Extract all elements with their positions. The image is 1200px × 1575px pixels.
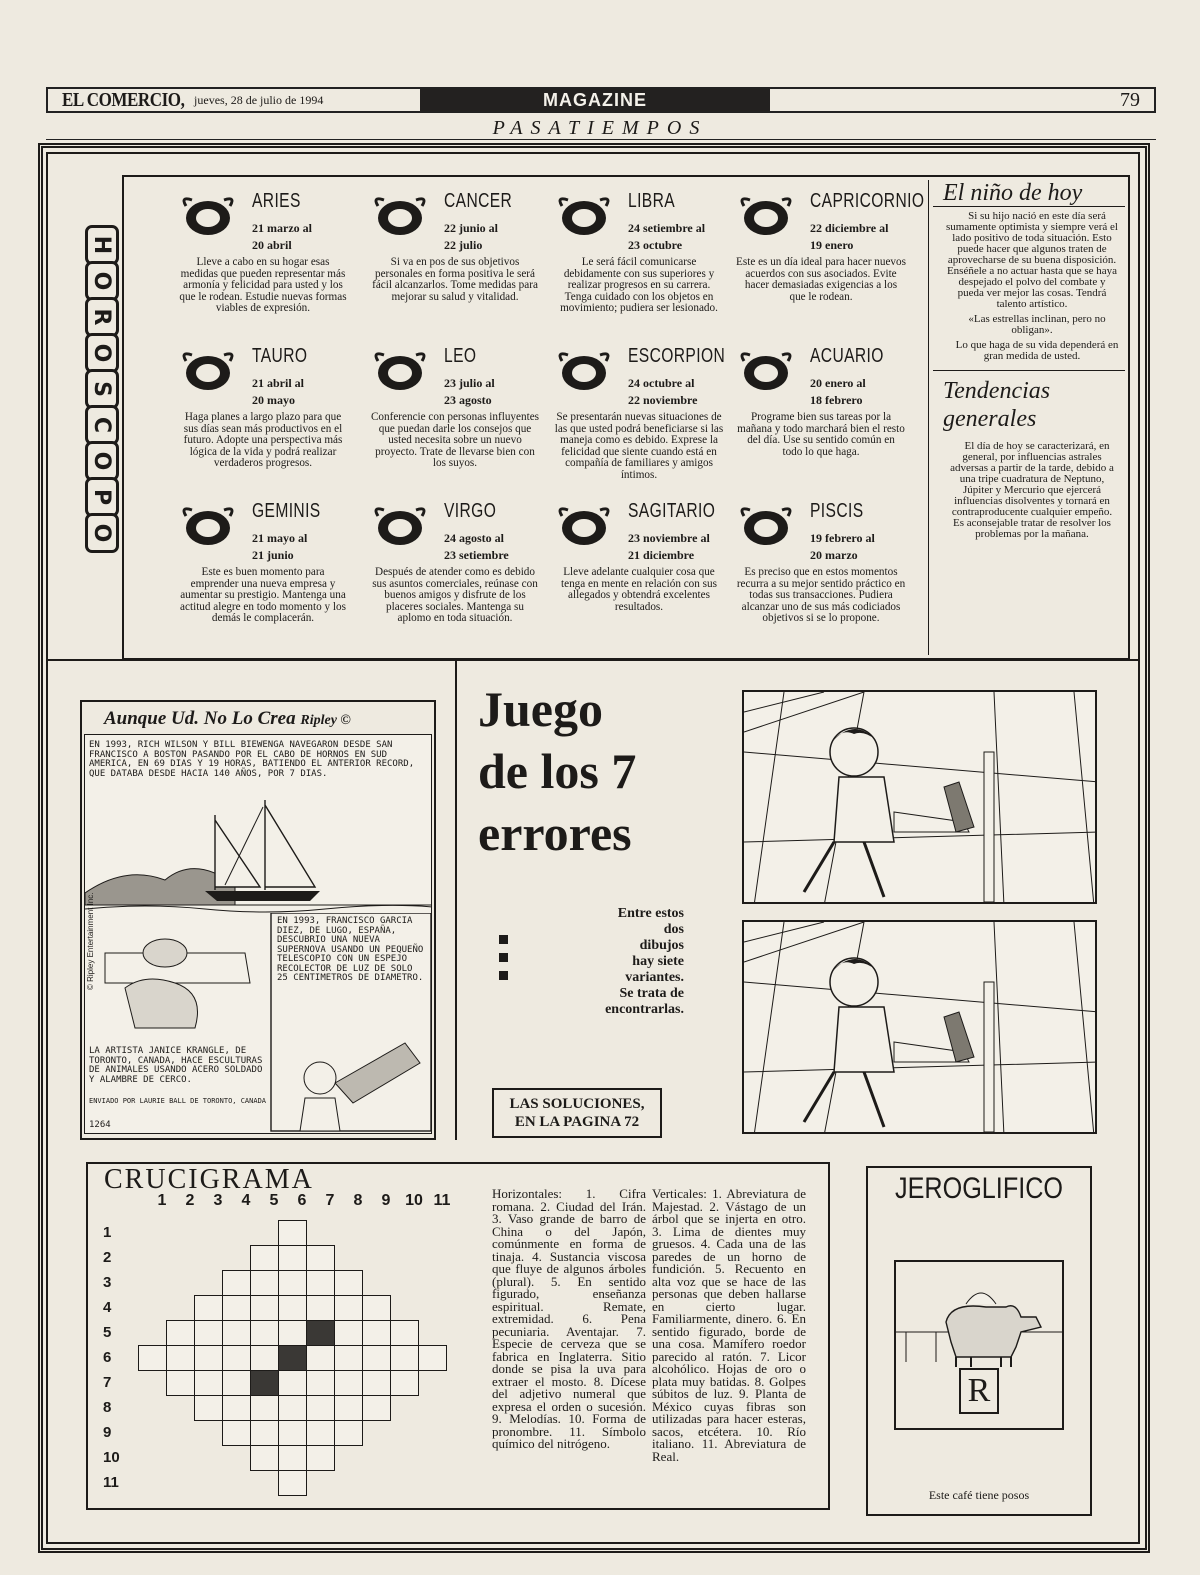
crossword-cell[interactable] [195, 1371, 223, 1396]
sign-name: GEMINIS [252, 500, 321, 522]
crossword-cell[interactable] [195, 1346, 223, 1371]
crossword-cell[interactable] [167, 1321, 195, 1346]
sign-name: ESCORPION [628, 345, 726, 367]
sign-name: PISCIS [810, 500, 864, 522]
sign-text: Lleve adelante cualquier cosa que tenga en mente en relación con sus allegados y obtendrá excelentes resultados. [561, 566, 717, 613]
nino-quote: «Las estrellas inclinan, pero no obligan». [968, 313, 1106, 336]
sign-name: LIBRA [628, 190, 676, 212]
ram-icon [178, 194, 238, 240]
newspaper-name: EL COMERCIO, [62, 88, 185, 111]
crossword-cell[interactable] [279, 1246, 307, 1271]
crossword-cell[interactable] [279, 1421, 307, 1446]
crossword-cell[interactable] [223, 1296, 251, 1321]
sign-date-start: 23 noviembre al [628, 531, 710, 545]
clues-horizontales: Horizontales: 1. Cifra romana. 2. Ciudad del Irán. 3. Vaso grande de barro de China o del Japón, comúnmente en forma de tinaja. 4. Sustancia viscosa que fluye de algunos árboles (plural). 5. En sentido figurado, enseñanza espiritual. Remate, extremidad. 6. Pena pecuniaria. Aventajar. 7. Especie de cerveza que se fabrica en Inglaterra. Sitio donde se pisa la uva para extraer el mosto. 8. Dícese del adjetivo numeral que expresa el orden o sucesión. 9. Melodías. 10. Forma de pronombre. 11. Símbolo químico del nitrógeno. [492, 1186, 646, 1451]
horoscope-title-letter: C [85, 405, 119, 445]
crossword-cell[interactable] [391, 1371, 419, 1396]
sign-date-start: 20 enero al [810, 376, 866, 390]
juego-title-line: errores [478, 805, 632, 861]
sign-dates [628, 220, 705, 254]
crossword-cell[interactable] [307, 1446, 335, 1471]
sign-name: LEO [444, 345, 477, 367]
crossword-row-number: 3 [103, 1274, 112, 1291]
tendencias-text: El día de hoy se caracterizará, en general, por influencias astrales adversas a partir de la tarde, debido a una tripe cuadratura de Neptuno, Júpiter y Mercurio que ejercerá influencias disolventes y tornará en contraproducente cualquier empeño. Es aconsejable tratar de resolver los problemas por la mañana. [950, 440, 1114, 540]
sign-date-end: 19 enero [810, 238, 854, 252]
crossword-cell[interactable] [279, 1446, 307, 1471]
crossword-cell[interactable] [279, 1371, 307, 1396]
sign-date-end: 18 febrero [810, 393, 863, 407]
crossword-row-number: 1 [103, 1224, 112, 1241]
sign-date-end: 20 mayo [252, 393, 295, 407]
crossword-cell[interactable] [307, 1421, 335, 1446]
crossword-row-number: 9 [103, 1424, 112, 1441]
bull-icon [178, 349, 238, 395]
sign-dates [810, 530, 875, 564]
crossword-cell[interactable] [307, 1246, 335, 1271]
crossword-black-cell [307, 1321, 335, 1346]
crossword-column-numbers [148, 1192, 456, 1210]
crab-icon [370, 194, 430, 240]
crossword-cell[interactable] [251, 1246, 279, 1271]
crossword-row-number: 2 [103, 1249, 112, 1266]
sign-date-start: 24 octubre al [628, 376, 695, 390]
crossword-column-number: 5 [269, 1192, 279, 1209]
masthead-right [770, 89, 1154, 111]
sign-name: CAPRICORNIO [810, 190, 925, 212]
crossword-column-number: 1 [157, 1192, 167, 1209]
crossword-cell[interactable] [335, 1346, 363, 1371]
crossword-row-numbers [103, 1220, 120, 1495]
crossword-column-number: 11 [433, 1192, 451, 1209]
horizontal-divider [46, 659, 1140, 661]
crossword-cell[interactable] [363, 1296, 391, 1321]
bullet-list [499, 935, 509, 989]
crossword-cell[interactable] [167, 1371, 195, 1396]
crossword-cell[interactable] [363, 1396, 391, 1421]
horoscope-title-letter: R [85, 297, 119, 337]
crossword-cell[interactable] [363, 1346, 391, 1371]
sign-text: Programe bien sus tareas por la mañana y todo marchará bien el resto del día. Use su sentido común en todo lo que haga. [737, 411, 905, 458]
juego-title [478, 678, 636, 864]
crossword-row-number: 8 [103, 1399, 112, 1416]
horoscope-title-letter: O [85, 513, 119, 553]
horoscope-title-letter: O [85, 261, 119, 301]
jeroglifico-title: JEROGLIFICO [894, 1172, 1064, 1205]
sign-dates [628, 375, 697, 409]
solutions-box [492, 1088, 662, 1138]
water-icon [736, 349, 796, 395]
ripley-signature: Ripley © [300, 713, 351, 728]
jeroglifico-puzzle [894, 1260, 1064, 1430]
karate-boy-drawing-top [744, 692, 1097, 904]
vertical-divider [455, 660, 457, 1140]
crossword-cell[interactable] [363, 1371, 391, 1396]
crossword-cell[interactable] [335, 1271, 363, 1296]
crossword-cell[interactable] [419, 1346, 447, 1371]
sign-text: Lleve a cabo en su hogar esas medidas que pueden representar más armonía y felicidad para usted y los que le rodean. Estudie nuevas formas viables de expresión. [179, 256, 347, 314]
crossword-black-cell [279, 1346, 307, 1371]
sign-date-end: 23 agosto [444, 393, 492, 407]
crossword-black-cell [251, 1371, 279, 1396]
juego-line: encontrarlas. [605, 1002, 684, 1017]
crossword-cell[interactable] [223, 1396, 251, 1421]
section-title: PASATIEMPOS [492, 117, 708, 139]
juego-title-line: de los 7 [478, 743, 637, 799]
crossword-cell[interactable] [307, 1396, 335, 1421]
issue-date: jueves, 28 de julio de 1994 [194, 92, 324, 107]
sign-date-end: 21 junio [252, 548, 294, 562]
ripley-comic [84, 734, 432, 1134]
ripley-caption-sailing: EN 1993, RICH WILSON Y BILL BIEWENGA NAVEGARON DESDE SAN FRANCISCO A BOSTON PASANDO POR EL CABO DE HORNOS EN SUD AMERICA, EN 69 DIAS Y 19 HORAS, BATIENDO EL ANTERIOR RECORD, QUE DATABA DESDE HACIA 140 AÑOS, POR 7 DIAS. [89, 740, 415, 779]
horoscope-title-letter: O [85, 333, 119, 373]
masthead-left [48, 89, 420, 111]
sign-text: Si va en pos de sus objetivos personales en forma positiva le será fácil alcanzarlos. Tome medidas para mejorar su salud y vitalidad. [372, 256, 538, 303]
crossword-cell[interactable] [223, 1321, 251, 1346]
crossword-cell[interactable] [195, 1296, 223, 1321]
sign-date-end: 22 julio [444, 238, 483, 252]
crossword-cell[interactable] [251, 1346, 279, 1371]
crossword-cell[interactable] [223, 1271, 251, 1296]
sign-dates [252, 375, 304, 409]
crossword-cell[interactable] [279, 1471, 307, 1496]
ripley-caption-artist: LA ARTISTA JANICE KRANGLE, DE TORONTO, CANADA, HACE ESCULTURAS DE ANIMALES USANDO ACERO SOLDADO Y ALAMBRE DE CERCO. [89, 1046, 263, 1085]
crossword-cell[interactable] [335, 1321, 363, 1346]
juego-instructions [560, 906, 684, 1018]
crossword-row-number: 5 [103, 1324, 112, 1341]
crossword-cell[interactable] [251, 1296, 279, 1321]
sign-date-end: 21 diciembre [628, 548, 695, 562]
crossword-column-number: 2 [185, 1192, 195, 1209]
sailboat-illustration [85, 795, 432, 915]
crossword-cell[interactable] [279, 1396, 307, 1421]
ripley-number: 1264 [89, 1120, 111, 1130]
drawing-panel-bottom [742, 920, 1097, 1134]
sign-name: TAURO [252, 345, 308, 367]
crossword-cell[interactable] [307, 1346, 335, 1371]
crossword-cell[interactable] [391, 1346, 419, 1371]
crossword-column-number: 6 [297, 1192, 307, 1209]
juego-line: hay siete [632, 954, 684, 969]
sign-date-end: 20 abril [252, 238, 292, 252]
juego-line: Se trata de [619, 986, 684, 1001]
sign-name: CANCER [444, 190, 513, 212]
tendencias-heading: Tendencias generales [933, 370, 1125, 433]
crossword-column-number: 3 [213, 1192, 223, 1209]
juego-line: dos [663, 922, 684, 937]
scales-icon [554, 194, 614, 240]
sign-name: ARIES [252, 190, 301, 212]
crossword-grid[interactable] [138, 1220, 448, 1502]
ripley-caption-supernova: EN 1993, FRANCISCO GARCIA DIEZ, DE LUGO, ESPAÑA, DESCUBRIO UNA NUEVA SUPERNOVA USANDO UN PEQUEÑO TELESCOPIO CON UN ESPEJO RECOLECTOR DE LUZ DE SOLO 25 CENTIMETROS DE DIAMETRO. [277, 916, 424, 983]
sign-dates [810, 375, 866, 409]
crossword-row-number: 10 [103, 1449, 120, 1466]
sign-text: Se presentarán nuevas situaciones de las que usted podrá beneficiarse si las maneja como es debido. Exprese la felicidad que siente cuando está en compañía de familiares y amigos íntimos. [554, 411, 724, 481]
sign-date-end: 22 noviembre [628, 393, 698, 407]
sign-date-start: 19 febrero al [810, 531, 875, 545]
sign-text: Le será fácil comunicarse debidamente con sus superiores y realizar progresos en su carrera. Tenga cuidado con los objetos en movimiento; pudiera ser lesionado. [560, 256, 718, 314]
lion-icon [370, 349, 430, 395]
sign-date-start: 23 julio al [444, 376, 495, 390]
crossword-cell[interactable] [279, 1296, 307, 1321]
crossword-column-number: 4 [241, 1192, 251, 1209]
crossword-column-number: 9 [381, 1192, 391, 1209]
nino-heading: El niño de hoy [933, 180, 1125, 207]
sign-name: ACUARIO [810, 345, 884, 367]
juego-line: dibujos [639, 938, 684, 953]
juego-line: Entre estos [617, 906, 684, 921]
crossword-cell[interactable] [279, 1321, 307, 1346]
crossword-row-number: 4 [103, 1299, 112, 1316]
sign-date-end: 23 octubre [628, 238, 683, 252]
sign-text: Haga planes a largo plazo para que sus días sean más productivos en el futuro. Adopte una perspectiva más lógica de la vida y podrá realizar verdaderos progresos. [183, 411, 343, 469]
sign-text: Este es un día ideal para hacer nuevos acuerdos con sus asociados. Evite hacer demasiadas exigencias a los que le rodean. [736, 256, 906, 303]
goat-icon [736, 194, 796, 240]
drawing-panel-top [742, 690, 1097, 904]
crossword-cell[interactable] [195, 1321, 223, 1346]
crossword-row-number: 11 [103, 1474, 119, 1491]
crossword-title: CRUCIGRAMA [104, 1164, 314, 1195]
sign-dates [252, 530, 307, 564]
crossword-cell[interactable] [307, 1371, 335, 1396]
sign-dates [444, 530, 509, 564]
horoscope-sidebar [933, 180, 1125, 540]
masthead [46, 87, 1156, 113]
crossword-cell[interactable] [279, 1221, 307, 1246]
crossword-cell[interactable] [139, 1346, 167, 1371]
crossword-cell[interactable] [307, 1271, 335, 1296]
sign-dates [444, 220, 498, 254]
section-label: MAGAZINE [420, 89, 770, 111]
crossword-cell[interactable] [363, 1321, 391, 1346]
sign-text: Es preciso que en estos momentos recurra a su mejor sentido práctico en todas sus transacciones. Pudiera alcanzar uno de sus más codiciados objetivos si se lo propone. [736, 566, 906, 624]
nino-text: Si su hijo nació en este día será sumamente optimista y siempre verá el lado positivo de toda situación. Esto puede hacer que algunos traten de aprovecharse de su buena disposición. Enséñele a no actuar hasta que se haya despejado el polvo del combate y pueda ver mejor las cosas. Tendrá talento artístico. [946, 210, 1118, 310]
sign-date-start: 24 setiembre al [628, 221, 706, 235]
horoscope-title-letter: H [85, 225, 119, 265]
sign-date-end: 20 marzo [810, 548, 858, 562]
juego-line: variantes. [625, 970, 684, 985]
crossword-cell[interactable] [251, 1446, 279, 1471]
twins-icon [178, 504, 238, 550]
ripley-credit: ENVIADO POR LAURIE BALL DE TORONTO, CANADA [89, 1097, 267, 1105]
page-number: 79 [1120, 88, 1140, 111]
crossword-cell[interactable] [391, 1321, 419, 1346]
crossword-cell[interactable] [251, 1396, 279, 1421]
horoscope-vertical-title [82, 228, 126, 552]
jeroglifico-letter: R [959, 1368, 999, 1414]
crossword-row-number: 6 [103, 1349, 112, 1366]
crossword-column-number: 7 [325, 1192, 335, 1209]
sign-dates [810, 220, 888, 254]
archer-icon [554, 504, 614, 550]
juego-title-line: Juego [478, 681, 603, 737]
horoscope-title-letter: O [85, 441, 119, 481]
karate-boy-drawing-bottom [744, 922, 1097, 1134]
crossword-cell[interactable] [279, 1271, 307, 1296]
horoscope-title-letter: P [85, 477, 119, 517]
sign-text: Después de atender como es debido sus asuntos comerciales, reúnase con buenos amigos y disfrute de los placeres sociales. Mantenga su aplomo en toda situación. [372, 566, 538, 624]
sign-dates [628, 530, 710, 564]
crossword-cell[interactable] [335, 1371, 363, 1396]
horoscope-title-letter: S [85, 369, 119, 409]
ripley-title [104, 708, 351, 730]
section-rule [46, 139, 1156, 140]
fish-icon [736, 504, 796, 550]
crossword-cell[interactable] [223, 1421, 251, 1446]
solutions-line: EN LA PAGINA 72 [514, 1114, 640, 1130]
crossword-row-number: 7 [103, 1374, 112, 1391]
crossword-cell[interactable] [335, 1421, 363, 1446]
maiden-icon [370, 504, 430, 550]
crossword-cell[interactable] [307, 1296, 335, 1321]
crossword-cell[interactable] [251, 1321, 279, 1346]
sign-date-start: 21 mayo al [252, 531, 308, 545]
crossword-cell[interactable] [335, 1296, 363, 1321]
sign-date-start: 22 junio al [444, 221, 499, 235]
solutions-line: LAS SOLUCIONES, [509, 1096, 645, 1112]
sign-date-start: 24 agosto al [444, 531, 504, 545]
sign-dates [444, 375, 495, 409]
ripley-copyright: © Ripley Entertainment Inc. [86, 892, 95, 990]
sidebar-divider [928, 180, 929, 655]
sign-name: SAGITARIO [628, 500, 716, 522]
clues-verticales: Verticales: 1. Abreviatura de Majestad. 2. Vástago de un árbol que se injerta en otro. 3. Lima de dientes muy gruesos. 4. Cada una de las paredes de un horno de fundición. 5. Recuento en alta voz que se hace de las personas que deben hallarse en cierto lugar. Familiarmente, dinero. 6. En sentido figurado, borde de una cosa. Mamífero roedor parecido al ratón. 7. Licor alcohólico. Hojas de oro o plata muy batidas. 8. Golpes súbitos de luz. 9. Planta de México cuyas fibras son utilizadas para hacer esteras, sacos, etcétera. 10. Río italiano. 11. Abreviatura de Real. [652, 1186, 806, 1464]
ripley-title-text: Aunque Ud. No Lo Crea [104, 708, 296, 729]
crossword-column-number: 8 [353, 1192, 363, 1209]
crossword-cell[interactable] [195, 1396, 223, 1421]
sign-date-start: 21 marzo al [252, 221, 312, 235]
crossword-cell[interactable] [251, 1421, 279, 1446]
jeroglifico-caption: Este café tiene posos [928, 1488, 1030, 1502]
nino-closing: Lo que haga de su vida dependerá en gran medida de usted. [955, 339, 1119, 362]
sign-name: VIRGO [444, 500, 497, 522]
sign-date-end: 23 setiembre [444, 548, 509, 562]
sign-date-start: 22 diciembre al [810, 221, 889, 235]
sign-dates [252, 220, 312, 254]
crossword-cell[interactable] [167, 1346, 195, 1371]
crossword-cell[interactable] [223, 1346, 251, 1371]
sign-text: Este es buen momento para emprender una nueva empresa y aumentar su prestigio. Mantenga una actitud alegre en todo momento y los demás le complacerán. [180, 566, 346, 624]
crossword-cell[interactable] [251, 1271, 279, 1296]
crossword-column-number: 10 [405, 1192, 423, 1209]
sign-text: Conferencie con personas influyentes que puedan darle los consejos que usted necesita sobre un nuevo proyecto. Trate de llevarse bien con los suyos. [370, 411, 540, 469]
crossword-cell[interactable] [223, 1371, 251, 1396]
scorpion-icon [554, 349, 614, 395]
crossword-cell[interactable] [335, 1396, 363, 1421]
sign-date-start: 21 abril al [252, 376, 305, 390]
